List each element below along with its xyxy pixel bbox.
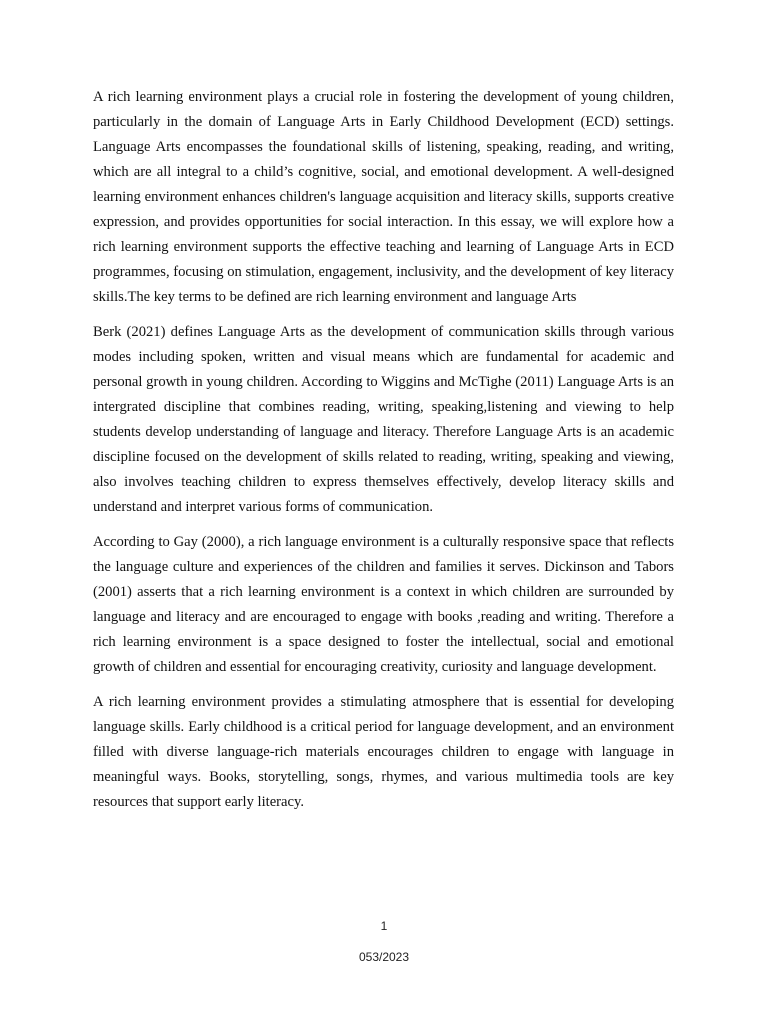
page-number: 1: [380, 919, 388, 933]
paragraph-language-arts-definition: Berk (2021) defines Language Arts as the development of communication skills through various modes including spoken, written and visual means which are fundamental for academic and personal growth in young children. According to Wiggins and McTighe (2011) Language Arts is an intergrated discipline that combines reading, writing, speaking,listening and viewing to help students develop understanding of language and literacy. Therefore Language Arts is an academic discipline focused on the development of skills related to reading, writing, speaking and viewing, also involves teaching children to express themselves effectively, develop literacy skills and understand and interpret various forms of communication.: [93, 324, 674, 515]
paragraph-stimulating-atmosphere: A rich learning environment provides a stimulating atmosphere that is essential for developing language skills. Early childhood is a critical period for language development, and an environment filled with diverse language-rich materials encourages children to engage with language in meaningful ways. Books, storytelling, songs, rhymes, and various multimedia tools are key resources that support early literacy.: [93, 694, 674, 810]
paragraph-rich-environment-definition: According to Gay (2000), a rich language environment is a culturally responsive space that reflects the language culture and experiences of the children and families it serves. Dickinson and Tabors (2001) asserts that a rich learning environment is a context in which children are surrounded by language and literacy and are encouraged to engage with books ,reading and writing. Therefore a rich learning environment is a space designed to foster the intellectual, social and emotional growth of children and essential for encouraging creativity, curiosity and language development.: [93, 534, 674, 675]
footer-code: 053/2023: [358, 950, 410, 964]
paragraph-introduction: A rich learning environment plays a crucial role in fostering the development of young children, particularly in the domain of Language Arts in Early Childhood Development (ECD) settings. Language Arts encompasses the foundational skills of listening, speaking, reading, and writing, which are all integral to a child’s cognitive, social, and emotional development. A well-designed learning environment enhances children's language acquisition and literacy skills, supports creative expression, and provides opportunities for social interaction. In this essay, we will explore how a rich learning environment supports the effective teaching and learning of Language Arts in ECD programmes, focusing on stimulation, engagement, inclusivity, and the development of key literacy skills.The key terms to be defined are rich learning environment and language Arts: [93, 89, 674, 305]
body-text: [93, 85, 674, 825]
